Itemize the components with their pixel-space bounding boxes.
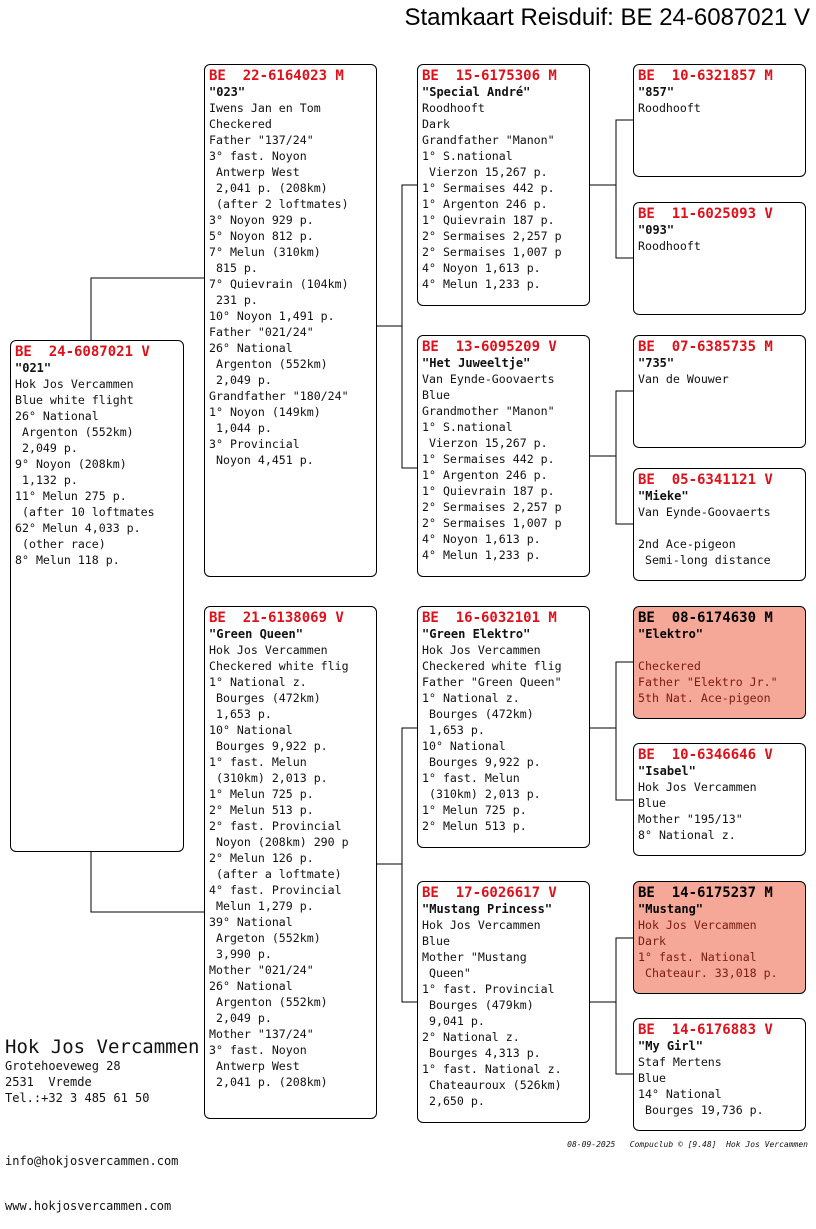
owner-city: 2531 Vremde	[5, 1075, 92, 1089]
pigeon-info-line: Melun 1,279 p.	[209, 899, 314, 913]
ring-number: BE 08-6174630 M	[638, 610, 773, 626]
pigeon-card-subject[interactable]	[10, 340, 184, 852]
pigeon-info-line: 1° fast. Provincial	[422, 982, 555, 996]
pigeon-info-line: 7° Quievrain (104km)	[209, 277, 349, 291]
pigeon-info-line: Van Eynde-Goovaerts	[638, 505, 771, 519]
pigeon-info-line: Chateaur. 33,018 p.	[638, 966, 778, 980]
pigeon-card-sire-dam[interactable]	[417, 335, 590, 577]
pigeon-card-dam-dam[interactable]	[417, 881, 590, 1123]
pigeon-info-line: 1° National z.	[209, 675, 307, 689]
ring-number: BE 22-6164023 M	[209, 68, 344, 84]
pigeon-info-line: Bourges 19,736 p.	[638, 1103, 764, 1117]
ring-number: BE 14-6176883 V	[638, 1022, 773, 1038]
footer-text: 08-09-2025 Compuclub © [9.48] Hok Jos Vercammen	[567, 1140, 808, 1149]
pigeon-info-line: Argeton (552km)	[209, 931, 321, 945]
pigeon-card-dsd[interactable]	[633, 743, 806, 856]
pigeon-info-line: (310km) 2,013 p.	[209, 771, 328, 785]
ring-number: BE 17-6026617 V	[422, 885, 557, 901]
pigeon-info-line: 10° National	[209, 723, 293, 737]
pigeon-info-line: (other race)	[15, 537, 106, 551]
pigeon-info-line: Queen"	[422, 966, 471, 980]
pigeon-info-line: 2° Sermaises 2,257 p	[422, 500, 562, 514]
pigeon-info-line: 815 p.	[209, 261, 258, 275]
pigeon-card-dds[interactable]	[633, 881, 806, 994]
pigeon-info-line: 8° Melun 118 p.	[15, 553, 120, 567]
pigeon-info-line: Antwerp West	[209, 1059, 300, 1073]
pigeon-info-line: 2,650 p.	[422, 1094, 485, 1108]
pigeon-card-sds[interactable]	[633, 335, 806, 448]
pigeon-info-line: 1° S.national	[422, 149, 513, 163]
pigeon-info-line: 1° fast. Melun	[209, 755, 307, 769]
pigeon-info-line: Bourges 9,922 p.	[209, 739, 328, 753]
pigeon-info-line: 9° Noyon (208km)	[15, 457, 127, 471]
ring-number: BE 21-6138069 V	[209, 610, 344, 626]
pigeon-info-line: 26° National	[209, 341, 293, 355]
pigeon-info-line: 2nd Ace-pigeon	[638, 537, 736, 551]
page-title: Stamkaart Reisduif: BE 24-6087021 V	[404, 4, 810, 31]
ring-number: BE 24-6087021 V	[15, 344, 150, 360]
pigeon-info-line: 3° Noyon 929 p.	[209, 213, 314, 227]
pigeon-info-line: Checkered white flig	[422, 659, 562, 673]
owner-phone: Tel.:+32 3 485 61 50	[5, 1091, 150, 1105]
pigeon-info-line: 2° Melun 126 p.	[209, 851, 314, 865]
pigeon-info-line: 1° fast. Melun	[422, 771, 520, 785]
pigeon-info-line: 1° Quievrain 187 p.	[422, 213, 555, 227]
pigeon-info-line: 2° Sermaises 1,007 p	[422, 516, 562, 530]
pigeon-info-line: Father "021/24"	[209, 325, 314, 339]
pigeon-info-line: Dark	[638, 934, 666, 948]
owner-website[interactable]: www.hokjosvercammen.com	[5, 1199, 172, 1213]
pigeon-info-line: 3° fast. Noyon	[209, 1043, 307, 1057]
pigeon-info-line: 1° Sermaises 442 p.	[422, 181, 555, 195]
pigeon-info-line: Hok Jos Vercammen	[422, 918, 541, 932]
pigeon-info-line: 2° fast. Provincial	[209, 819, 342, 833]
pigeon-info-line: 1° Quievrain 187 p.	[422, 484, 555, 498]
pigeon-info-line: Checkered	[209, 117, 272, 131]
pigeon-info-line: 2° Sermaises 1,007 p	[422, 245, 562, 259]
pigeon-info-line: Semi-long distance	[638, 553, 771, 567]
pigeon-info-line: Grandfather "Manon"	[422, 133, 555, 147]
pigeon-info-line: 1° fast. National	[638, 950, 757, 964]
pigeon-info-line: 2,041 p. (208km)	[209, 1075, 328, 1089]
pigeon-name: "093"	[638, 223, 675, 237]
pigeon-info-line: 2° National z.	[422, 1030, 520, 1044]
pigeon-info-line: 5th Nat. Ace-pigeon	[638, 691, 771, 705]
pigeon-info-line: Van de Wouwer	[638, 372, 729, 386]
pigeon-info-line: 4° Noyon 1,613 p.	[422, 261, 541, 275]
pigeon-info-line: 4° Noyon 1,613 p.	[422, 532, 541, 546]
ring-number: BE 10-6346646 V	[638, 747, 773, 763]
pigeon-info-line: 2,049 p.	[15, 441, 78, 455]
pigeon-info-line: 62° Melun 4,033 p.	[15, 521, 141, 535]
pigeon-info-line: 26° National	[15, 409, 99, 423]
pigeon-card-dam-sire[interactable]	[417, 606, 590, 848]
pigeon-info-line: Bourges (479km)	[422, 998, 534, 1012]
pigeon-info-line: 3,990 p.	[209, 947, 272, 961]
pigeon-info-line: 1° Melun 725 p.	[422, 803, 527, 817]
pigeon-card-sire-sire[interactable]	[417, 64, 590, 306]
pigeon-name: "Isabel"	[638, 764, 696, 778]
pigeon-info-line: 14° National	[638, 1087, 722, 1101]
pigeon-info-line: Roodhooft	[422, 101, 485, 115]
pigeon-info-line: 3° fast. Noyon	[209, 149, 307, 163]
pigeon-info-line: 3° Provincial	[209, 437, 300, 451]
pigeon-info-line: (after 10 loftmates	[15, 505, 155, 519]
owner-street: Grotehoeveweg 28	[5, 1059, 121, 1073]
pigeon-info-line: 11° Melun 275 p.	[15, 489, 127, 503]
pigeon-card-ssd[interactable]	[633, 202, 806, 315]
pigeon-info-line: 1° National z.	[422, 691, 520, 705]
pigeon-info-line: 1° fast. National z.	[422, 1062, 562, 1076]
pigeon-info-line: 5° Noyon 812 p.	[209, 229, 314, 243]
pigeon-info-line: Blue	[638, 796, 666, 810]
pigeon-info-line: 4° Melun 1,233 p.	[422, 277, 541, 291]
pigeon-info-line: 1,132 p.	[15, 473, 78, 487]
ring-number: BE 14-6175237 M	[638, 885, 773, 901]
pigeon-info-line: 1,653 p.	[422, 723, 485, 737]
pigeon-info-line: Hok Jos Vercammen	[422, 643, 541, 657]
pigeon-card-ddd[interactable]	[633, 1018, 806, 1131]
pigeon-info-line: Hok Jos Vercammen	[15, 377, 134, 391]
pigeon-info-line: Van Eynde-Goovaerts	[422, 372, 555, 386]
pigeon-card-sss[interactable]	[633, 64, 806, 177]
pigeon-info-line: Argenton (552km)	[209, 995, 328, 1009]
pigeon-name: "735"	[638, 356, 675, 370]
owner-name: Hok Jos Vercammen	[5, 1036, 200, 1058]
pigeon-info-line: Blue	[422, 388, 450, 402]
pigeon-info-line: Hok Jos Vercammen	[209, 643, 328, 657]
pigeon-info-line: Noyon (208km) 290 p	[209, 835, 349, 849]
pigeon-info-line: Grandfather "180/24"	[209, 389, 349, 403]
pigeon-info-line: Bourges 9,922 p.	[422, 755, 541, 769]
pigeon-info-line: Father "137/24"	[209, 133, 314, 147]
pigeon-info-line: 4° Melun 1,233 p.	[422, 548, 541, 562]
pigeon-name: "Het Juweeltje"	[422, 356, 531, 370]
pigeon-info-line: Checkered white flig	[209, 659, 349, 673]
owner-email[interactable]: info@hokjosvercammen.com	[5, 1154, 179, 1168]
pigeon-info-line: Roodhooft	[638, 239, 701, 253]
pigeon-info-line: 1° Melun 725 p.	[209, 787, 314, 801]
owner-block	[5, 1036, 199, 1106]
pigeon-info-line: Roodhooft	[638, 101, 701, 115]
contact-block	[5, 1124, 178, 1229]
pigeon-info-line: (after 2 loftmates)	[209, 197, 349, 211]
pigeon-info-line: (after a loftmate)	[209, 867, 342, 881]
pigeon-info-line: 8° National z.	[638, 828, 736, 842]
pigeon-info-line: Blue white flight	[15, 393, 134, 407]
pigeon-info-line: 39° National	[209, 915, 293, 929]
ring-number: BE 11-6025093 V	[638, 206, 773, 222]
pigeon-info-line: Vierzon 15,267 p.	[422, 436, 548, 450]
pigeon-info-line: 2° Melun 513 p.	[422, 819, 527, 833]
pigeon-info-line: 9,041 p.	[422, 1014, 485, 1028]
pigeon-info-line: 1° S.national	[422, 420, 513, 434]
pigeon-name: "Mustang Princess"	[422, 902, 553, 916]
pigeon-info-line: Bourges 4,313 p.	[422, 1046, 541, 1060]
ring-number: BE 05-6341121 V	[638, 472, 773, 488]
pigeon-info-line: 7° Melun (310km)	[209, 245, 321, 259]
pigeon-info-line: 2,049 p.	[209, 373, 272, 387]
pigeon-info-line: 1° Noyon (149km)	[209, 405, 321, 419]
pigeon-info-line: 10° National	[422, 739, 506, 753]
pigeon-info-line: Bourges (472km)	[422, 707, 534, 721]
pigeon-info-line: 2° Melun 513 p.	[209, 803, 314, 817]
pigeon-info-line: Father "Green Queen"	[422, 675, 562, 689]
ring-number: BE 10-6321857 M	[638, 68, 773, 84]
pigeon-info-line: Vierzon 15,267 p.	[422, 165, 548, 179]
pigeon-info-line: 1,044 p.	[209, 421, 272, 435]
pigeon-name: "Mieke"	[638, 489, 689, 503]
pigeon-info-line: 1° Argenton 246 p.	[422, 468, 548, 482]
pigeon-card-sdd[interactable]	[633, 468, 806, 581]
pigeon-info-line: Bourges (472km)	[209, 691, 321, 705]
pigeon-info-line: Antwerp West	[209, 165, 300, 179]
pigeon-info-line: Noyon 4,451 p.	[209, 453, 314, 467]
pigeon-info-line: 10° Noyon 1,491 p.	[209, 309, 335, 323]
pigeon-info-line: 4° fast. Provincial	[209, 883, 342, 897]
ring-number: BE 07-6385735 M	[638, 339, 773, 355]
pigeon-name: "023"	[209, 85, 246, 99]
pigeon-info-line: Mother "137/24"	[209, 1027, 314, 1041]
pigeon-card-dam[interactable]	[204, 606, 377, 1119]
pigeon-info-line: Hok Jos Vercammen	[638, 780, 757, 794]
pigeon-info-line: Blue	[638, 1071, 666, 1085]
pigeon-info-line: Argenton (552km)	[15, 425, 134, 439]
pigeon-info-line	[638, 642, 801, 658]
pigeon-info-line: Staf Mertens	[638, 1055, 722, 1069]
pigeon-info-line: 2,041 p. (208km)	[209, 181, 328, 195]
pigeon-info-line: 1° Sermaises 442 p.	[422, 452, 555, 466]
pigeon-info-line: Blue	[422, 934, 450, 948]
ring-number: BE 15-6175306 M	[422, 68, 557, 84]
pigeon-info-line: Mother "021/24"	[209, 963, 314, 977]
pigeon-info-line: Checkered	[638, 659, 701, 673]
pigeon-info-line: (310km) 2,013 p.	[422, 787, 541, 801]
pigeon-name: "Special André"	[422, 85, 531, 99]
pigeon-info-line: 2,049 p.	[209, 1011, 272, 1025]
pigeon-info-line: Dark	[422, 117, 450, 131]
pigeon-info-line: 231 p.	[209, 293, 258, 307]
pigeon-name: "857"	[638, 85, 675, 99]
pigeon-info-line: Iwens Jan en Tom	[209, 101, 321, 115]
pigeon-name: "Mustang"	[638, 902, 704, 916]
pigeon-info-line: Mother "Mustang	[422, 950, 527, 964]
pigeon-info-line: Father "Elektro Jr."	[638, 675, 778, 689]
ring-number: BE 13-6095209 V	[422, 339, 557, 355]
pigeon-info-line	[638, 520, 801, 536]
pigeon-info-line: Argenton (552km)	[209, 357, 328, 371]
pigeon-name: "Green Elektro"	[422, 627, 531, 641]
pigeon-info-line: 2° Sermaises 2,257 p	[422, 229, 562, 243]
pigeon-info-line: 1° Argenton 246 p.	[422, 197, 548, 211]
pigeon-info-line: 26° National	[209, 979, 293, 993]
pigeon-info-line: Hok Jos Vercammen	[638, 918, 757, 932]
pigeon-info-line: Mother "195/13"	[638, 812, 743, 826]
ring-number: BE 16-6032101 M	[422, 610, 557, 626]
pigeon-info-line: 1,653 p.	[209, 707, 272, 721]
pigeon-name: "021"	[15, 361, 52, 375]
pigeon-info-line: Chateauroux (526km)	[422, 1078, 562, 1092]
pigeon-name: "My Girl"	[638, 1039, 704, 1053]
pigeon-info-line: Grandmother "Manon"	[422, 404, 555, 418]
pigeon-name: "Elektro"	[638, 627, 704, 641]
pigeon-card-dss[interactable]	[633, 606, 806, 719]
pigeon-card-sire[interactable]	[204, 64, 377, 577]
pigeon-name: "Green Queen"	[209, 627, 303, 641]
